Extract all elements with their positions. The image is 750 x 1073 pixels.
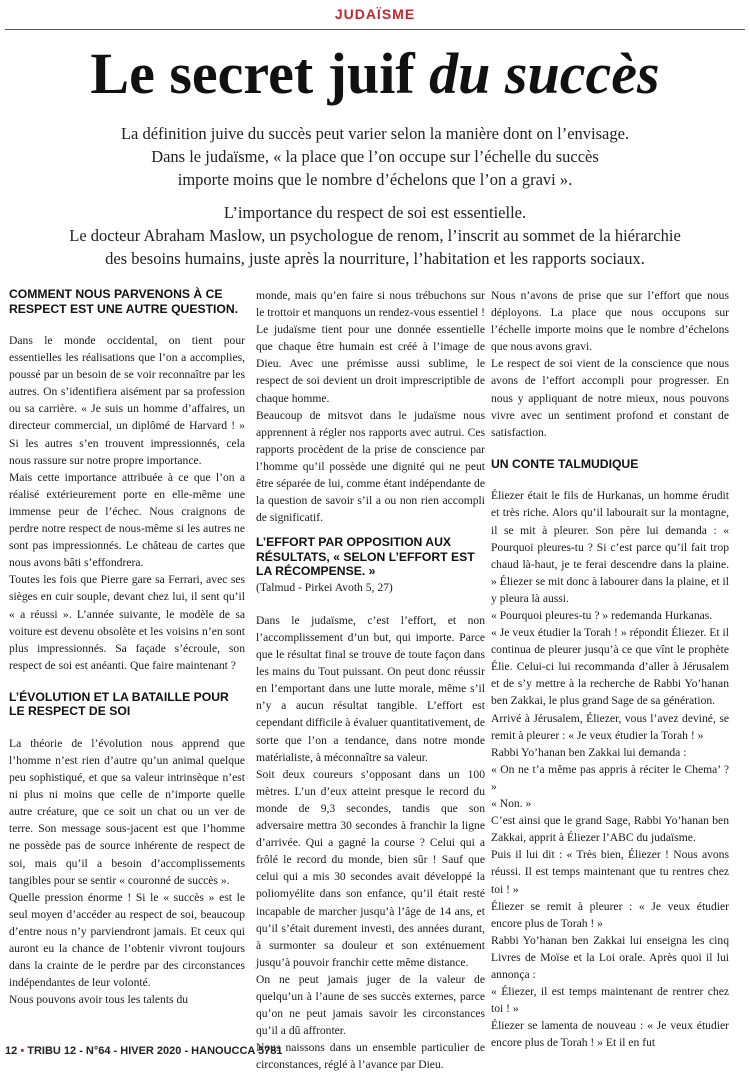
paragraph: monde, mais qu’en faire si nous trébuchons sur le trottoir et manquons un rendez-vous essentiel ! Le judaïsme tient pour une donnée essentielle que chaque être humain est créé à l’image de Dieu. Avec une prémisse aussi sublime, le respect de soi devient un droit imprescriptible de chaque homme. (256, 289, 485, 405)
paragraph: Le respect de soi vient de la conscience que nous avons de l’effort accompli pour progresser. En nous y appliquant de notre mieux, nous pouvons vivre avec un sentiment profond et constant de satisfaction. (491, 357, 729, 439)
paragraph: On ne peut jamais juger de la valeur de quelqu’un à l’aune de ses succès externes, parce qu’on ne peut jamais savoir les circonstances qu’il a dû affronter. (256, 972, 485, 1038)
lead-paragraph-2 (30, 201, 720, 270)
lead-line: Le docteur Abraham Maslow, un psychologue de renom, l’inscrit au sommet de la hiérarchie (69, 226, 681, 245)
paragraph: Soit deux coureurs s’opposant dans un 100 mètres. L’un d’eux atteint presque le record du monde de 9,3 secondes, tandis que son adversaire mettra 30 secondes à franchir la ligne d’arrivée. Qui a gagné la course ? Celui qui a frôlé le record du monde, bien sûr ! Sauf que celui qui a mis 30 secondes avait développé la poliomyélite dans son enfance, qu’il était resté incapable de marcher jusqu’à l’âge de 14 ans, et qu’il s’était durement investi, des années durant, à surmonter sa douleur et son exténuement jusqu’à pouvoir franchir cette même distance. (256, 767, 485, 969)
section-heading: COMMENT NOUS PARVENONS À CE RESPECT EST UNE AUTRE QUESTION. (9, 287, 239, 316)
column-1 (9, 287, 245, 1008)
paragraph: Nous pouvons avoir tous les talents du (9, 993, 189, 1007)
lead-line: La définition juive du succès peut varier selon la manière dont on l’envisage. (120, 124, 630, 143)
paragraph: Dans le judaïsme, c’est l’effort, et non l’accomplissement d’un but, qui importe. Parce que le résultat final se trouve de toute façon dans les mains du Tout puissant. On peut donc réussir en l’emportant dans une lutte morale, même s’il n’y a aucun résultat tangible. L’effort est cependant difficile à évaluer quantitativement, de sorte que l’on a tendance, dans notre monde matérialiste, à méconnaître sa valeur. (256, 613, 485, 764)
paragraph: Quelle pression énorme ! Si le « succès » est le seul moyen d’accéder au respect de soi, beaucoup d’entre nous n’y parviendront jamais. Et ceux qui auront eu la chance de l’obtenir vivront toujours dans la crainte de le perdre par des circonstances indépendantes de leur volonté. (9, 890, 245, 990)
paragraph: Nous naissons dans un ensemble particulier de circonstances, réglé à l’avance par Dieu. (256, 1041, 485, 1072)
paragraph: Dans le monde occidental, on tient pour essentielles les réalisations que l’on a accomplies, poussé par un besoin de se voir reconnaître par les autres. On s’identifiera aisément par sa profession ou sa carrière. « Je suis un homme d’affaires, un directeur commercial, un diplômé de Harvard ! » Si les autres s’en trouvent impressionnés, cela nous rassure sur notre propre importance. (9, 334, 245, 467)
lead-line: Dans le judaïsme, « la place que l’on occupe sur l’échelle du succès (151, 147, 599, 166)
page-number: 12 (5, 1045, 18, 1057)
paragraph: Rabbi Yo’hanan ben Zakkai lui enseigna les cinq Livres de Moïse et la Loi orale. Après quoi il lui annonça : (491, 933, 729, 981)
paragraph: « Je veux étudier la Torah ! » répondit Éliezer. Et il continua de pleurer jusqu’à ce que vînt le prophète Élie. Celui-ci lui recommanda d’aller à Jérusalem et de s’y mettre à la recherche de Rabbi Yo’hanan ben Zakkai, le plus grand Sage de sa génération. (491, 626, 729, 708)
section-heading: UN CONTE TALMUDIQUE (491, 456, 639, 471)
issue-info: TRIBU 12 - N°64 - HIVER 2020 - HANOUCCA 5781 (27, 1045, 283, 1057)
section-heading: L’ÉVOLUTION ET LA BATAILLE POUR LE RESPECT DE SOI (9, 689, 229, 719)
paragraph: Mais cette importance attribuée à ce que l’on a réalisé extérieurement porte en elle-même une immense peur de l’échec. Nous craignons de perdre notre respect de nous-même si les autres ne sont pas impressionnés. Le château de cartes que nous avons bâti s’effondrera. (9, 470, 245, 570)
citation: (Talmud - Pirkei Avoth 5, 27) (256, 580, 393, 594)
paragraph: Éliezer était le fils de Hurkanas, un homme érudit et très riche. Alors qu’il labourait sur la montagne, il se mit à pleurer. Son père lui demanda : « Pourquoi pleures-tu ? Si c’est parce qu’il fait trop chaud là-haut, je te ferai descendre dans la plaine. » Éliezer se mit donc à labourer dans la plaine, et il y pleura là aussi. (491, 489, 729, 605)
title-regular: Le secret juif (90, 41, 430, 106)
article-title (0, 34, 750, 114)
paragraph: La théorie de l’évolution nous apprend que l’homme n’est rien d’autre qu’un animal quelque peu sophistiqué, et que sa valeur intrinsèque n’est ni plus ni moins que celle de n’importe quelle autre créature, que ce soit un chat ou un ver de terre. Son message sous-jacent est que l’homme ne possède pas de source inhérente de respect de soi, mais qu’il a besoin d’accomplissements tangibles pour se sentir « couronné de succès ». (9, 736, 245, 887)
section-rubric: JUDAÏSME (334, 6, 416, 22)
column-2 (256, 287, 485, 1073)
paragraph: Toutes les fois que Pierre gare sa Ferrari, avec ses sièges en cuir souple, devant chez lui, il sent qu’il « a réussi ». L’année suivante, le modèle de sa voiture est devenu obsolète et les voisins n’en sont plus impressionnés. Sa façade s’écroule, son respect de soi est anéanti. Que faire maintenant ? (9, 573, 245, 672)
paragraph: Rabbi Yo’hanan ben Zakkai lui demanda : (491, 745, 687, 759)
lead-paragraph-1 (30, 122, 720, 191)
paragraph: « Éliezer, il est temps maintenant de rentrer chez toi ! » (491, 985, 729, 1016)
footer-separator: • (20, 1045, 25, 1057)
lead-line: importe moins que le nombre d’échelons que l’on a gravi ». (177, 170, 573, 189)
paragraph: « Non. » (491, 797, 532, 811)
paragraph: C’est ainsi que le grand Sage, Rabbi Yo’hanan ben Zakkai, apprit à Éliezer l’ABC du judaïsme. (491, 814, 729, 845)
paragraph: Beaucoup de mitsvot dans le judaïsme nous apprennent à régler nos rapports avec autrui. Ces rapports procèdent de la prise de conscience par l’homme qu’il possède une dignité qui ne peut être séparée de lui, comme étant indépendante de la question de savoir s’il a ou non rien accompli de significatif. (256, 408, 485, 525)
page-footer (5, 1045, 282, 1057)
paragraph: Éliezer se remit à pleurer : « Je veux étudier encore plus de Torah ! » (491, 899, 729, 930)
lead-line: L’importance du respect de soi est essentielle. (223, 203, 527, 222)
column-3 (491, 287, 729, 1051)
paragraph: Arrivé à Jérusalem, Éliezer, vous l’avez deviné, se remit à pleurer : « Je veux étudier la Torah ! » (491, 711, 729, 742)
paragraph: « On ne t’a même pas appris à réciter le Chema’ ? » (491, 762, 729, 793)
section-heading: L’EFFORT PAR OPPOSITION AUX RÉSULTATS, « SELON L’EFFORT EST LA RÉCOMPENSE. » (256, 535, 475, 579)
paragraph: « Pourquoi pleures-tu ? » redemanda Hurkanas. (491, 609, 713, 622)
paragraph: Éliezer se lamenta de nouveau : « Je veux étudier encore plus de Torah ! » Et il en fut (491, 1019, 729, 1050)
rubric-rule (5, 29, 745, 30)
lead-line: des besoins humains, juste après la nourriture, l’habitation et les rapports sociaux. (105, 249, 645, 268)
title-italic: du succès (429, 41, 660, 106)
paragraph: Puis il lui dit : « Très bien, Éliezer ! Nous avons réussi. Il est temps maintenant que tu rentres chez toi ! » (491, 848, 729, 896)
paragraph: Nous n’avons de prise que sur l’effort que nous déployons. La place que nous occupons sur l’échelle importe moins que le nombre d’échelons que nous avons gravi. (491, 289, 729, 354)
